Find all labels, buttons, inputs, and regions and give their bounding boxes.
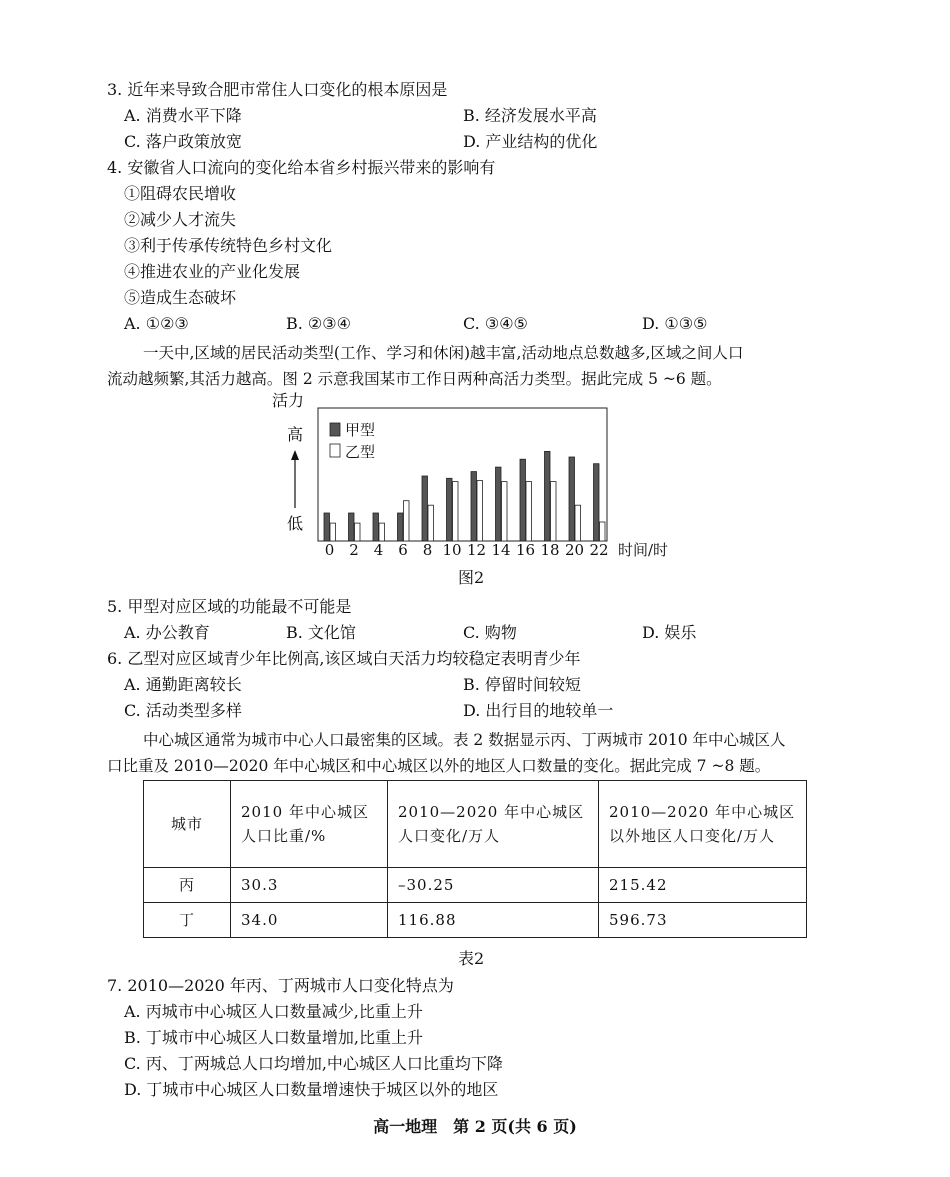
q4-item-1: ①阻碍农民增收	[124, 184, 237, 203]
q3-option-c: C. 落户政策放宽	[124, 132, 242, 151]
table-header-outer-change: 2010—2020 年中心城区以外地区人口变化/万人	[599, 781, 807, 868]
q4-item-5: ⑤造成生态破坏	[124, 288, 237, 307]
bar-jia-10	[447, 478, 453, 541]
bar-jia-6	[398, 513, 404, 541]
table-cell-central-change: 116.88	[388, 903, 599, 938]
table-header-row	[144, 781, 807, 868]
table-cell-ratio: 30.3	[231, 868, 388, 903]
table-cell-ratio: 34.0	[231, 903, 388, 938]
x-tick-label: 12	[466, 541, 487, 559]
q6-option-c: C. 活动类型多样	[124, 701, 242, 720]
table-header-city: 城市	[144, 781, 231, 868]
legend-swatch-yi	[330, 444, 340, 457]
q7-stem: 7. 2010—2020 年丙、丁两城市人口变化特点为	[107, 976, 454, 995]
q3-option-a: A. 消费水平下降	[124, 106, 242, 125]
q7-option-a: A. 丙城市中心城区人口数量减少,比重上升	[124, 1002, 423, 1021]
table-cell-central-change: –30.25	[388, 868, 599, 903]
page-footer: 高一地理 第 2 页(共 6 页)	[373, 1117, 577, 1136]
q6-option-b: B. 停留时间较短	[463, 675, 581, 694]
table-header-ratio: 2010 年中心城区人口比重/%	[231, 781, 388, 868]
bar-jia-12	[471, 472, 477, 541]
q4-option-b: B. ②③④	[286, 314, 351, 333]
q5-option-c: C. 购物	[463, 623, 517, 642]
bar-jia-4	[373, 513, 379, 541]
bar-yi-14	[502, 482, 508, 541]
q7-option-b: B. 丁城市中心城区人口数量增加,比重上升	[124, 1028, 424, 1047]
q6-option-d: D. 出行目的地较单一	[463, 701, 614, 720]
table-cell-city: 丁	[144, 903, 231, 938]
activity-bar-chart	[270, 388, 690, 563]
bar-yi-20	[575, 505, 581, 541]
x-tick-label: 8	[422, 541, 433, 559]
q5-stem: 5. 甲型对应区域的功能最不可能是	[107, 597, 352, 616]
table-cell-city: 丙	[144, 868, 231, 903]
legend-label-jia: 甲型	[345, 421, 376, 439]
x-tick-label: 22	[589, 541, 609, 559]
legend-label-yi: 乙型	[345, 443, 376, 461]
x-tick-label: 0	[324, 541, 335, 559]
q3-option-d: D. 产业结构的优化	[463, 132, 598, 151]
x-tick-label: 2	[349, 541, 359, 559]
figure2-caption: 图2	[458, 568, 485, 587]
table-header-central-change: 2010—2020 年中心城区人口变化/万人	[388, 781, 599, 868]
q4-item-4: ④推进农业的产业化发展	[124, 262, 301, 281]
bar-jia-22	[594, 464, 600, 541]
intro56-line1: 一天中,区域的居民活动类型(工作、学习和休闲)越丰富,活动地点总数越多,区域之间人口	[143, 344, 744, 362]
x-tick-label: 14	[491, 541, 511, 559]
bar-yi-18	[551, 482, 557, 541]
q6-stem: 6. 乙型对应区域青少年比例高,该区域白天活力均较稳定表明青少年	[107, 649, 581, 668]
q4-option-a: A. ①②③	[124, 314, 189, 333]
table-cell-outer-change: 215.42	[599, 868, 807, 903]
chart-legend	[330, 421, 375, 461]
q4-item-2: ②减少人才流失	[124, 210, 237, 229]
q6-option-a: A. 通勤距离较长	[124, 675, 242, 694]
q3-stem: 3. 近年来导致合肥市常住人口变化的根本原因是	[107, 80, 448, 99]
q4-stem: 4. 安徽省人口流向的变化给本省乡村振兴带来的影响有	[107, 158, 496, 177]
bar-jia-0	[324, 513, 330, 541]
chart-y-high: 高	[287, 425, 304, 444]
q5-option-a: A. 办公教育	[124, 623, 210, 642]
x-tick-label: 20	[564, 541, 585, 559]
table-cell-outer-change: 596.73	[599, 903, 807, 938]
q5-option-b: B. 文化馆	[286, 623, 356, 642]
q5-option-d: D. 娱乐	[642, 623, 697, 642]
bar-yi-22	[600, 522, 606, 541]
bar-yi-6	[404, 501, 410, 541]
q7-option-c: C. 丙、丁两城总人口均增加,中心城区人口比重均下降	[124, 1054, 503, 1073]
q4-item-3: ③利于传承传统特色乡村文化	[124, 236, 333, 255]
chart-ylabel: 活力	[272, 391, 305, 410]
x-tick-label: 4	[373, 541, 384, 559]
bar-yi-16	[526, 482, 532, 541]
legend-swatch-jia	[330, 423, 340, 436]
bar-jia-8	[422, 476, 428, 541]
bar-yi-2	[355, 523, 361, 541]
bar-jia-18	[545, 451, 551, 541]
q4-option-d: D. ①③⑤	[642, 314, 708, 333]
x-tick-label: 18	[540, 541, 560, 559]
intro78-line1: 中心城区通常为城市中心人口最密集的区域。表 2 数据显示丙、丁两城市 2010 年中心城区人	[143, 731, 786, 749]
bar-jia-20	[569, 457, 575, 541]
q4-option-c: C. ③④⑤	[463, 314, 528, 333]
chart-xlabel: 时间/时	[618, 541, 669, 559]
table2	[143, 780, 807, 938]
chart-up-arrow	[291, 450, 299, 508]
intro78-line2: 口比重及 2010—2020 年中心城区和中心城区以外的地区人口数量的变化。据此完成 7 ~8 题。	[107, 757, 771, 775]
q7-option-d: D. 丁城市中心城区人口数量增速快于城区以外的地区	[124, 1080, 499, 1099]
bar-yi-10	[453, 482, 459, 541]
bar-jia-16	[520, 459, 526, 541]
q3-option-b: B. 经济发展水平高	[463, 106, 597, 125]
bar-jia-14	[496, 467, 502, 541]
x-tick-label: 6	[398, 541, 408, 559]
x-tick-label: 16	[515, 541, 536, 559]
bar-jia-2	[349, 513, 355, 541]
chart-y-low: 低	[287, 514, 304, 533]
x-tick-label: 10	[442, 541, 462, 559]
table-row	[144, 868, 807, 903]
bar-yi-8	[428, 505, 434, 541]
intro56-line2: 流动越频繁,其活力越高。图 2 示意我国某市工作日两种高活力类型。据此完成 5 ~6 题。	[107, 370, 722, 388]
table-row	[144, 903, 807, 938]
bar-yi-4	[379, 523, 385, 541]
table2-caption: 表2	[458, 949, 485, 968]
bar-yi-0	[330, 523, 336, 541]
bar-yi-12	[477, 481, 483, 542]
